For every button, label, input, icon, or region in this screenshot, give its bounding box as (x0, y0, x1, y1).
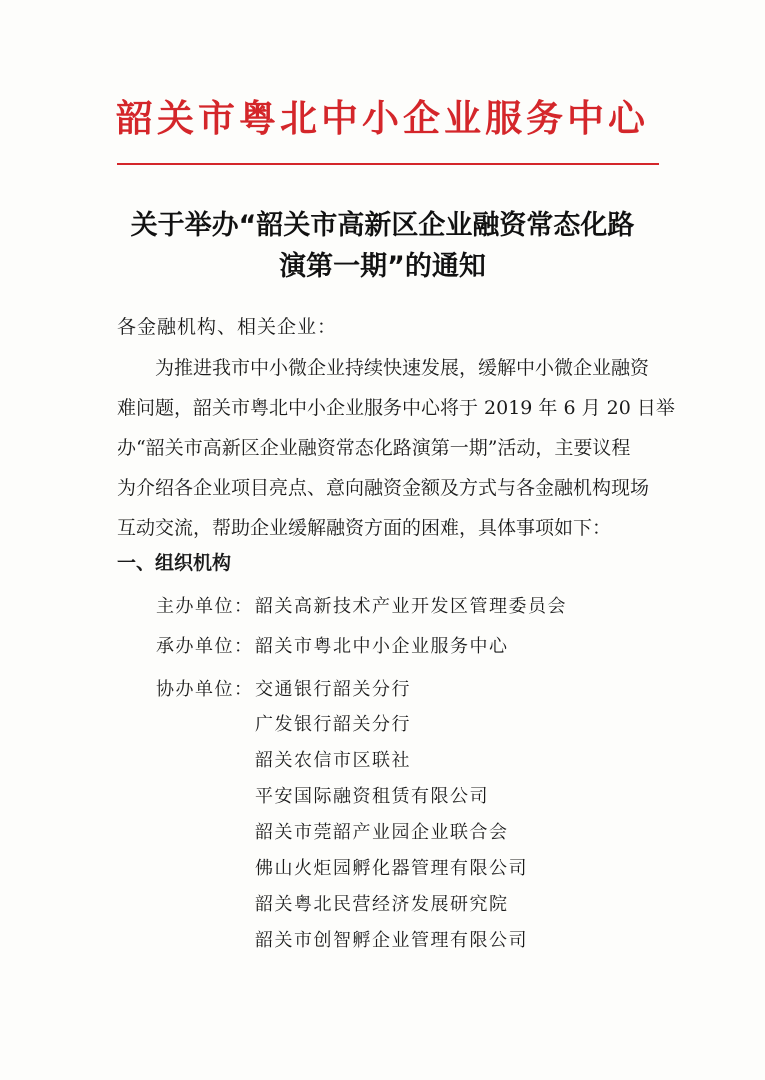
co-unit-item: 交通银行韶关分行 (255, 679, 411, 700)
letterhead-divider (117, 163, 659, 165)
co-unit-item: 平安国际融资租赁有限公司 (255, 786, 489, 807)
body-paragraph (117, 348, 675, 548)
organizer-unit-row (156, 632, 509, 662)
organizer-unit-label: 承办单位： (156, 636, 254, 657)
co-unit-item: 韶关农信市区联社 (255, 750, 411, 771)
co-unit-item: 韶关市莞韶产业园企业联合会 (255, 822, 509, 843)
co-unit-item: 韶关粤北民营经济发展研究院 (255, 894, 509, 915)
co-unit-item: 佛山火炬园孵化器管理有限公司 (255, 858, 528, 879)
title-line-1: 关于举办“韶关市高新区企业融资常态化路 (130, 210, 635, 241)
co-unit-item: 广发银行韶关分行 (255, 714, 411, 735)
co-unit-row (156, 675, 411, 705)
body-line: 难问题，韶关市粤北中小企业服务中心将于 2019 年 6 月 20 日举 (117, 397, 675, 419)
salutation: 各金融机构、相关企业： (117, 316, 338, 338)
organizer-unit-value: 韶关市粤北中小企业服务中心 (255, 636, 509, 657)
host-unit-label: 主办单位： (156, 596, 254, 617)
co-unit-label: 协办单位： (156, 679, 254, 700)
body-line: 为介绍各企业项目亮点、意向融资金额及方式与各金融机构现场 (117, 477, 650, 499)
document-title (100, 205, 665, 287)
co-unit-item: 韶关市创智孵企业管理有限公司 (255, 930, 528, 951)
org-letterhead: 韶关市粤北中小企业服务中心 (116, 97, 649, 140)
host-unit-value: 韶关高新技术产业开发区管理委员会 (255, 596, 567, 617)
body-line: 为推进我市中小微企业持续快速发展，缓解中小微企业融资 (155, 357, 650, 379)
body-line: 办“韶关市高新区企业融资常态化路演第一期”活动，主要议程 (117, 437, 631, 459)
body-line: 互动交流，帮助企业缓解融资方面的困难，具体事项如下： (117, 517, 612, 539)
section-heading-organization: 一、组织机构 (117, 552, 232, 574)
title-line-2: 演第一期”的通知 (279, 251, 486, 282)
host-unit-row (156, 592, 567, 622)
